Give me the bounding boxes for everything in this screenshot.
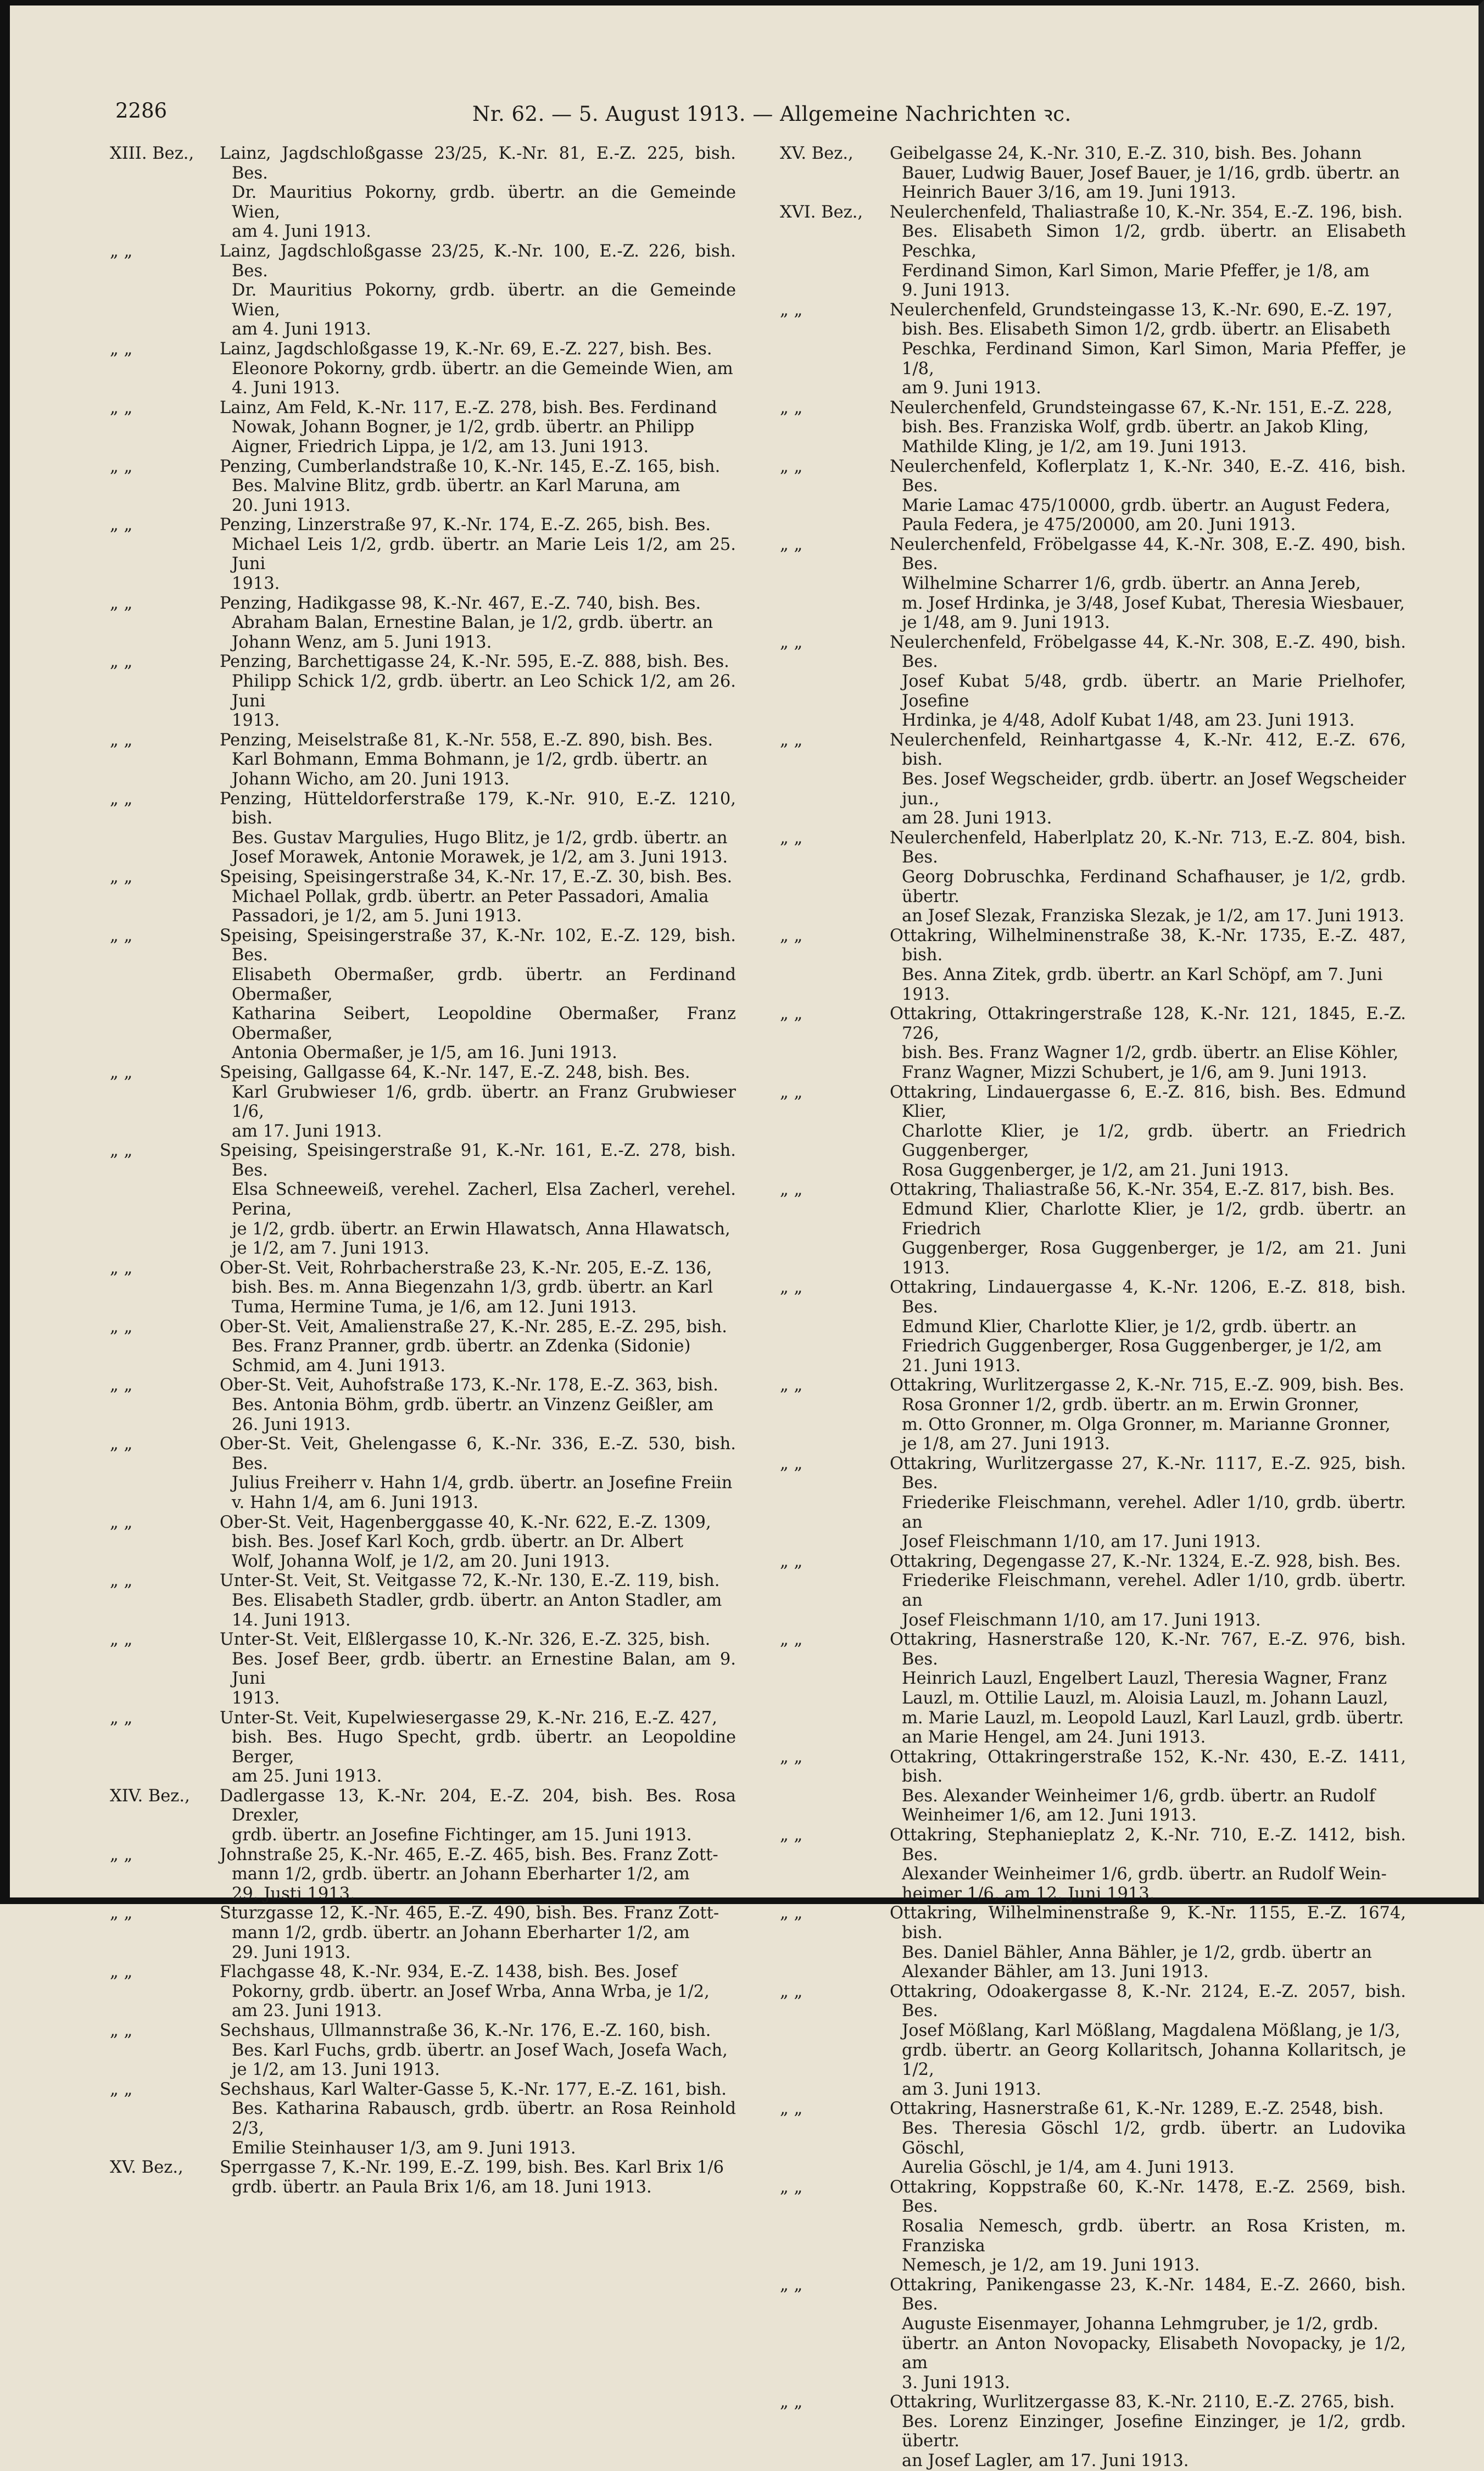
district-label: „ „ <box>780 398 803 418</box>
entry-text: Ottakring, Wurlitzergasse 83, K.-Nr. 2110, E.-Z. 2765, bish. Bes. Lorenz Einzinger, Josefine Einzinger, je 1/2, grdb. übertr. an Josef Lagler, am 17. Juni 1913. <box>890 2392 1406 2471</box>
register-entry <box>110 1962 736 2021</box>
register-entry <box>110 1787 736 1845</box>
district-label: „ „ <box>780 535 803 554</box>
entry-text: Neulerchenfeld, Haberlplatz 20, K.-Nr. 713, E.-Z. 804, bish. Bes. Georg Dobruschka, Ferdinand Schafhauser, je 1/2, grdb. übertr. an Josef Slezak, Franziska Slezak, je 1/2, am 17. Juni 1913. <box>890 828 1406 926</box>
register-entry <box>780 1904 1406 1982</box>
district-label: „ „ <box>780 1982 803 2001</box>
district-label: „ „ <box>110 515 133 535</box>
entry-text: Ottakring, Panikengasse 23, K.-Nr. 1484, E.-Z. 2660, bish. Bes. Auguste Eisenmayer, Johanna Lehmgruber, je 1/2, grdb. übertr. an Anton Novopacky, Elisabeth Novopacky, je 1/2, am 3. Juni 1913. <box>890 2275 1406 2392</box>
register-entry <box>780 1630 1406 1747</box>
entry-text: Neulerchenfeld, Fröbelgasse 44, K.-Nr. 308, E.-Z. 490, bish. Bes. Wilhelmine Scharrer 1/6, grdb. übertr. an Anna Jereb, m. Josef Hrdinka, je 3/48, Josef Kubat, Theresia Wiesbauer, je 1/48, am 9. Juni 1913. <box>890 535 1406 633</box>
district-label: „ „ <box>780 1376 803 1395</box>
entry-text: Speising, Gallgasse 64, K.-Nr. 147, E.-Z. 248, bish. Bes. Karl Grubwieser 1/6, grdb. übertr. an Franz Grubwieser 1/6, am 17. Juni 1913. <box>220 1062 736 1141</box>
register-entry <box>110 2080 736 2158</box>
register-entry <box>110 1708 736 1787</box>
register-entry <box>110 457 736 516</box>
register-entry <box>780 1278 1406 1376</box>
register-entry <box>110 1630 736 1708</box>
register-entry <box>780 203 1406 300</box>
entry-text: Ottakring, Degengasse 27, K.-Nr. 1324, E.-Z. 928, bish. Bes. Friederike Fleischmann, verehel. Adler 1/10, grdb. übertr. an Josef Fleischmann 1/10, am 17. Juni 1913. <box>890 1551 1406 1630</box>
right-column <box>780 144 1406 2471</box>
district-label: „ „ <box>110 1845 133 1865</box>
entry-text: Dadlergasse 13, K.-Nr. 204, E.-Z. 204, bish. Bes. Rosa Drexler, grdb. übertr. an Josefine Fichtinger, am 15. Juni 1913. <box>220 1786 736 1845</box>
register-entry <box>780 300 1406 398</box>
district-label: „ „ <box>780 1630 803 1650</box>
register-entry <box>110 652 736 730</box>
entry-text: Lainz, Jagdschloßgasse 19, K.-Nr. 69, E.-Z. 227, bish. Bes. Eleonore Pokorny, grdb. übertr. an die Gemeinde Wien, am 4. Juni 1913. <box>220 339 733 398</box>
district-label: „ „ <box>780 1278 803 1298</box>
district-label: „ „ <box>110 1904 133 1923</box>
district-label: XVI. Bez., <box>780 202 863 222</box>
district-label: „ „ <box>110 1512 133 1532</box>
register-entry <box>780 2099 1406 2177</box>
district-label: „ „ <box>110 789 133 809</box>
entry-text: Neulerchenfeld, Reinhartgasse 4, K.-Nr. 412, E.-Z. 676, bish. Bes. Josef Wegscheider, grdb. übertr. an Josef Wegscheider jun., am 28. Juni 1913. <box>890 730 1406 828</box>
entry-text: Penzing, Linzerstraße 97, K.-Nr. 174, E.-Z. 265, bish. Bes. Michael Leis 1/2, grdb. übertr. an Marie Leis 1/2, am 25. Juni 1913. <box>220 515 736 594</box>
district-label: „ „ <box>110 1317 133 1337</box>
register-entry <box>110 242 736 340</box>
register-entry <box>780 1552 1406 1630</box>
entry-text: Ottakring, Lindauergasse 4, K.-Nr. 1206, E.-Z. 818, bish. Bes. Edmund Klier, Charlotte Klier, je 1/2, grdb. übertr. an Friedrich Guggenberger, Rosa Guggenberger, je 1/2, am 21. Juni 1913. <box>890 1278 1406 1376</box>
entry-text: Sperrgasse 7, K.-Nr. 199, E.-Z. 199, bish. Bes. Karl Brix 1/6 grdb. übertr. an Paula Brix 1/6, am 18. Juni 1913. <box>220 2158 724 2197</box>
register-entry <box>110 926 736 1063</box>
district-label: „ „ <box>110 1376 133 1395</box>
entry-text: Lainz, Am Feld, K.-Nr. 117, E.-Z. 278, bish. Bes. Ferdinand Nowak, Johann Bogner, je 1/2, grdb. übertr. an Philipp Aigner, Friedrich Lippa, je 1/2, am 13. Juni 1913. <box>220 398 717 457</box>
entry-text: Ottakring, Lindauergasse 6, E.-Z. 816, bish. Bes. Edmund Klier, Charlotte Klier, je 1/2, grdb. übertr. an Friedrich Guggenberger, Rosa Guggenberger, je 1/2, am 21. Juni 1913. <box>890 1082 1406 1180</box>
district-label: „ „ <box>780 2099 803 2119</box>
district-label: „ „ <box>110 2021 133 2040</box>
district-label: XV. Bez., <box>110 2158 183 2178</box>
entry-text: Sturzgasse 12, K.-Nr. 465, E.-Z. 490, bish. Bes. Franz Zott- mann 1/2, grdb. übertr. an Johann Eberharter 1/2, am 29. Juni 1913. <box>220 1904 719 1962</box>
entry-text: Neulerchenfeld, Grundsteingasse 67, K.-Nr. 151, E.-Z. 228, bish. Bes. Franziska Wolf, grdb. übertr. an Jakob Kling, Mathilde Kling, je 1/2, am 19. Juni 1913. <box>890 398 1393 457</box>
entry-text: Ottakring, Stephanieplatz 2, K.-Nr. 710, E.-Z. 1412, bish. Bes. Alexander Weinheimer 1/6, grdb. übertr. an Rudolf Wein- heimer 1/6, am 12. Juni 1913. <box>890 1826 1406 1904</box>
register-entry <box>780 2392 1406 2470</box>
district-label: „ „ <box>110 1062 133 1082</box>
entry-text: Penzing, Hadikgasse 98, K.-Nr. 467, E.-Z. 740, bish. Bes. Abraham Balan, Ernestine Balan, je 1/2, grdb. übertr. an Johann Wenz, am 5. Juni 1913. <box>220 593 713 652</box>
entry-text: Ottakring, Thaliastraße 56, K.-Nr. 354, E.-Z. 817, bish. Bes. Edmund Klier, Charlotte Klier, je 1/2, grdb. übertr. an Friedrich Guggenberger, Rosa Guggenberger, je 1/2, am 21. Juni 1913. <box>890 1180 1406 1278</box>
register-entry <box>110 1513 736 1572</box>
register-entry <box>110 1845 736 1904</box>
register-entry <box>780 1376 1406 1454</box>
entry-text: Ottakring, Wilhelminenstraße 38, K.-Nr. 1735, E.-Z. 487, bish. Bes. Anna Zitek, grdb. übertr. an Karl Schöpf, am 7. Juni 1913. <box>890 926 1406 1004</box>
district-label: „ „ <box>780 828 803 848</box>
district-label: „ „ <box>110 867 133 887</box>
district-label: „ „ <box>110 1571 133 1591</box>
district-label: „ „ <box>110 593 133 613</box>
district-label: „ „ <box>110 652 133 672</box>
register-entry <box>110 1317 736 1376</box>
register-entry <box>780 731 1406 828</box>
entry-text: Penzing, Barchettigasse 24, K.-Nr. 595, E.-Z. 888, bish. Bes. Philipp Schick 1/2, grdb. übertr. an Leo Schick 1/2, am 26. Juni 1913. <box>220 652 736 731</box>
district-label: „ „ <box>110 1962 133 1982</box>
entry-text: Speising, Speisingerstraße 37, K.-Nr. 102, E.-Z. 129, bish. Bes. Elisabeth Obermaßer, grdb. übertr. an Ferdinand Obermaßer, Katharina Seibert, Leopoldine Obermaßer, Franz Obermaßer, Antonia Obermaßer, je 1/5, am 16. Juni 1913. <box>220 926 736 1063</box>
district-label: „ „ <box>110 2079 133 2099</box>
district-label: „ „ <box>780 1826 803 1845</box>
entry-text: Geibelgasse 24, K.-Nr. 310, E.-Z. 310, bish. Bes. Johann Bauer, Ludwig Bauer, Josef Bauer, je 1/16, grdb. übertr. an Heinrich Bauer 3/16, am 19. Juni 1913. <box>890 144 1400 203</box>
register-entry <box>110 594 736 653</box>
entry-text: Neulerchenfeld, Grundsteingasse 13, K.-Nr. 690, E.-Z. 197, bish. Bes. Elisabeth Simon 1/2, grdb. übertr. an Elisabeth Peschka, Ferdinand Simon, Karl Simon, Maria Pfeffer, je 1/8, am 9. Juni 1913. <box>890 300 1406 398</box>
district-label: „ „ <box>780 2177 803 2197</box>
entry-text: Ober-St. Veit, Ghelengasse 6, K.-Nr. 336, E.-Z. 530, bish. Bes. Julius Freiherr v. Hahn 1/4, grdb. übertr. an Josefine Freiin v. Hahn 1/4, am 6. Juni 1913. <box>220 1434 736 1512</box>
district-label: „ „ <box>110 1258 133 1278</box>
register-entry <box>780 2178 1406 2275</box>
entry-text: Speising, Speisingerstraße 91, K.-Nr. 161, E.-Z. 278, bish. Bes. Elsa Schneeweiß, verehel. Zacherl, Elsa Zacherl, verehel. Perina, je 1/2, grdb. übertr. an Erwin Hlawatsch, Anna Hlawatsch, je 1/2, am 7. Juni 1913. <box>220 1141 736 1259</box>
entry-text: Neulerchenfeld, Koflerplatz 1, K.-Nr. 340, E.-Z. 416, bish. Bes. Marie Lamac 475/10000, grdb. übertr. an August Federa, Paula Federa, je 475/20000, am 20. Juni 1913. <box>890 457 1406 535</box>
register-entry <box>780 398 1406 457</box>
page-number: 2286 <box>115 99 168 123</box>
entry-text: Ottakring, Odoakergasse 8, K.-Nr. 2124, E.-Z. 2057, bish. Bes. Josef Mößlang, Karl Mößlang, Magdalena Mößlang, je 1/3, grdb. übertr. an Georg Kollaritsch, Johanna Kollaritsch, je 1/2, am 3. Juni 1913. <box>890 1982 1406 2099</box>
register-entry <box>110 789 736 867</box>
running-title: Nr. 62. — 5. August 1913. — Allgemeine Nachrichten ꝛc. <box>472 102 1072 126</box>
district-label: „ „ <box>780 300 803 320</box>
register-entry <box>110 2021 736 2080</box>
register-entry <box>780 1083 1406 1181</box>
entry-text: Sechshaus, Karl Walter-Gasse 5, K.-Nr. 177, E.-Z. 161, bish. Bes. Katharina Rabausch, grdb. übertr. an Rosa Reinhold 2/3, Emilie Steinhauser 1/3, am 9. Juni 1913. <box>220 2079 736 2158</box>
district-label: „ „ <box>110 1141 133 1161</box>
entry-text: Flachgasse 48, K.-Nr. 934, E.-Z. 1438, bish. Bes. Josef Pokorny, grdb. übertr. an Josef Wrba, Anna Wrba, je 1/2, am 23. Juni 1913. <box>220 1962 710 2021</box>
register-entry <box>780 1004 1406 1082</box>
register-entry <box>110 867 736 926</box>
register-entry <box>110 144 736 242</box>
entry-text: Ottakring, Hasnerstraße 61, K.-Nr. 1289, E.-Z. 2548, bish. Bes. Theresia Göschl 1/2, grdb. übertr. an Ludovika Göschl, Aurelia Göschl, je 1/4, am 4. Juni 1913. <box>890 2099 1406 2178</box>
district-label: „ „ <box>110 241 133 261</box>
district-label: „ „ <box>780 457 803 476</box>
register-entry <box>110 731 736 789</box>
entry-text: Neulerchenfeld, Fröbelgasse 44, K.-Nr. 308, E.-Z. 490, bish. Bes. Josef Kubat 5/48, grdb. übertr. an Marie Prielhofer, Josefine Hrdinka, je 4/48, Adolf Kubat 1/48, am 23. Juni 1913. <box>890 632 1406 731</box>
register-entry <box>110 515 736 593</box>
district-label: „ „ <box>110 730 133 750</box>
district-label: „ „ <box>110 398 133 418</box>
register-entry <box>110 1063 736 1141</box>
entry-text: Ottakring, Ottakringerstraße 128, K.-Nr. 121, 1845, E.-Z. 726, bish. Bes. Franz Wagner 1/2, grdb. übertr. an Elise Köhler, Franz Wagner, Mizzi Schubert, je 1/6, am 9. Juni 1913. <box>890 1004 1406 1082</box>
register-entry <box>110 1259 736 1317</box>
district-label: „ „ <box>110 457 133 476</box>
register-entry <box>780 1454 1406 1552</box>
register-entry <box>110 1904 736 1962</box>
district-label: „ „ <box>780 1747 803 1767</box>
register-entry <box>780 926 1406 1004</box>
district-label: „ „ <box>110 1630 133 1650</box>
district-label: „ „ <box>780 2275 803 2295</box>
district-label: „ „ <box>780 1180 803 1200</box>
district-label: XIII. Bez., <box>110 144 194 163</box>
district-label: „ „ <box>780 632 803 652</box>
register-entry <box>780 1180 1406 1278</box>
district-label: „ „ <box>780 1454 803 1473</box>
district-label: „ „ <box>780 1904 803 1923</box>
register-entry <box>110 2158 736 2197</box>
register-entry <box>780 633 1406 731</box>
entry-text: Neulerchenfeld, Thaliastraße 10, K.-Nr. 354, E.-Z. 196, bish. Bes. Elisabeth Simon 1/2, grdb. übertr. an Elisabeth Peschka, Ferdinand Simon, Karl Simon, Marie Pfeffer, je 1/8, am 9. Juni 1913. <box>890 202 1406 300</box>
district-label: „ „ <box>780 730 803 750</box>
entry-text: Ober-St. Veit, Hagenberggasse 40, K.-Nr. 622, E.-Z. 1309, bish. Bes. Josef Karl Koch, grdb. übertr. an Dr. Albert Wolf, Johanna Wolf, je 1/2, am 20. Juni 1913. <box>220 1512 711 1571</box>
register-entry <box>110 1141 736 1259</box>
register-entry <box>110 340 736 398</box>
entry-text: Ober-St. Veit, Amalienstraße 27, K.-Nr. 285, E.-Z. 295, bish. Bes. Franz Pranner, grdb. übertr. an Zdenka (Sidonie) Schmid, am 4. Juni 1913. <box>220 1317 727 1376</box>
register-entry <box>780 828 1406 926</box>
district-label: XV. Bez., <box>780 144 853 163</box>
entry-text: Lainz, Jagdschloßgasse 23/25, K.-Nr. 100, E.-Z. 226, bish. Bes. Dr. Mauritius Pokorny, grdb. übertr. an die Gemeinde Wien, am 4. Juni 1913. <box>220 241 736 340</box>
entry-text: Ottakring, Hasnerstraße 120, K.-Nr. 767, E.-Z. 976, bish. Bes. Heinrich Lauzl, Engelbert Lauzl, Theresia Wagner, Franz Lauzl, m. Ottilie Lauzl, m. Aloisia Lauzl, m. Johann Lauzl, m. Marie Lauzl, m. Leopold Lauzl, Karl Lauzl, grdb. übertr. an Marie Hengel, am 24. Juni 1913. <box>890 1630 1406 1747</box>
entry-text: Unter-St. Veit, Kupelwiesergasse 29, K.-Nr. 216, E.-Z. 427, bish. Bes. Hugo Specht, grdb. übertr. an Leopoldine Berger, am 25. Juni 1913. <box>220 1708 736 1787</box>
district-label: „ „ <box>110 1434 133 1454</box>
register-entry <box>110 1434 736 1512</box>
district-label: „ „ <box>780 1082 803 1102</box>
entry-text: Sechshaus, Ullmannstraße 36, K.-Nr. 176, E.-Z. 160, bish. Bes. Karl Fuchs, grdb. übertr. an Josef Wach, Josefa Wach, je 1/2, am 13. Juni 1913. <box>220 2021 728 2080</box>
register-entry <box>110 398 736 457</box>
entry-text: Ottakring, Koppstraße 60, K.-Nr. 1478, E.-Z. 2569, bish. Bes. Rosalia Nemesch, grdb. übertr. an Rosa Kristen, m. Franziska Nemesch, je 1/2, am 19. Juni 1913. <box>890 2177 1406 2275</box>
entry-text: Ottakring, Wurlitzergasse 27, K.-Nr. 1117, E.-Z. 925, bish. Bes. Friederike Fleischmann, verehel. Adler 1/10, grdb. übertr. an Josef Fleischmann 1/10, am 17. Juni 1913. <box>890 1454 1406 1552</box>
register-entry <box>780 1826 1406 1904</box>
entry-text: Unter-St. Veit, Elßlergasse 10, K.-Nr. 326, E.-Z. 325, bish. Bes. Josef Beer, grdb. übertr. an Ernestine Balan, am 9. Juni 1913. <box>220 1630 736 1708</box>
entry-text: Lainz, Jagdschloßgasse 23/25, K.-Nr. 81, E.-Z. 225, bish. Bes. Dr. Mauritius Pokorny, grdb. übertr. an die Gemeinde Wien, am 4. Juni 1913. <box>220 144 736 242</box>
entry-text: Ottakring, Wurlitzergasse 2, K.-Nr. 715, E.-Z. 909, bish. Bes. Rosa Gronner 1/2, grdb. übertr. an m. Erwin Gronner, m. Otto Gronner, m. Olga Gronner, m. Marianne Gronner, je 1/8, am 27. Juni 1913. <box>890 1376 1404 1454</box>
entry-text: Speising, Speisingerstraße 34, K.-Nr. 17, E.-Z. 30, bish. Bes. Michael Pollak, grdb. übertr. an Peter Passadori, Amalia Passadori, je 1/2, am 5. Juni 1913. <box>220 867 733 926</box>
register-entry <box>110 1571 736 1630</box>
district-label: „ „ <box>780 1004 803 1024</box>
entry-text: Penzing, Meiselstraße 81, K.-Nr. 558, E.-Z. 890, bish. Bes. Karl Bohmann, Emma Bohmann, je 1/2, grdb. übertr. an Johann Wicho, am 20. Juni 1913. <box>220 730 713 789</box>
register-entry <box>780 457 1406 535</box>
entry-text: Unter-St. Veit, St. Veitgasse 72, K.-Nr. 130, E.-Z. 119, bish. Bes. Elisabeth Stadler, grdb. übertr. an Anton Stadler, am 14. Juni 1913. <box>220 1571 722 1630</box>
entry-text: Ober-St. Veit, Auhofstraße 173, K.-Nr. 178, E.-Z. 363, bish. Bes. Antonia Böhm, grdb. übertr. an Vinzenz Geißler, am 26. Juni 1913. <box>220 1376 718 1434</box>
entry-text: Ottakring, Wilhelminenstraße 9, K.-Nr. 1155, E.-Z. 1674, bish. Bes. Daniel Bähler, Anna Bähler, je 1/2, grdb. übertr an Alexander Bähler, am 13. Juni 1913. <box>890 1904 1406 1982</box>
entry-text: Ober-St. Veit, Rohrbacherstraße 23, K.-Nr. 205, E.-Z. 136, bish. Bes. m. Anna Biegenzahn 1/3, grdb. übertr. an Karl Tuma, Hermine Tuma, je 1/6, am 12. Juni 1913. <box>220 1258 713 1317</box>
district-label: „ „ <box>110 339 133 359</box>
entry-text: Johnstraße 25, K.-Nr. 465, E.-Z. 465, bish. Bes. Franz Zott- mann 1/2, grdb. übertr. an Johann Eberharter 1/2, am 29. Justi 1913. <box>220 1845 718 1904</box>
district-label: „ „ <box>110 1708 133 1728</box>
district-label: „ „ <box>780 926 803 945</box>
district-label: XIV. Bez., <box>110 1786 190 1806</box>
register-entry <box>110 1376 736 1434</box>
page-header <box>115 93 1406 137</box>
entry-text: Penzing, Hütteldorferstraße 179, K.-Nr. 910, E.-Z. 1210, bish. Bes. Gustav Margulies, Hugo Blitz, je 1/2, grdb. übertr. an Josef Morawek, Antonie Morawek, je 1/2, am 3. Juni 1913. <box>220 789 736 867</box>
district-label: „ „ <box>110 926 133 945</box>
district-label: „ „ <box>780 2392 803 2412</box>
district-label: „ „ <box>780 1551 803 1571</box>
register-entry <box>780 2275 1406 2393</box>
register-entry <box>780 144 1406 203</box>
entry-text: Penzing, Cumberlandstraße 10, K.-Nr. 145, E.-Z. 165, bish. Bes. Malvine Blitz, grdb. übertr. an Karl Maruna, am 20. Juni 1913. <box>220 457 721 515</box>
register-entry <box>780 535 1406 633</box>
left-column <box>110 144 736 2197</box>
register-entry <box>780 1747 1406 1826</box>
register-entry <box>780 1982 1406 2100</box>
entry-text: Ottakring, Ottakringerstraße 152, K.-Nr. 430, E.-Z. 1411, bish. Bes. Alexander Weinheimer 1/6, grdb. übertr. an Rudolf Weinheimer 1/6, am 12. Juni 1913. <box>890 1747 1406 1826</box>
